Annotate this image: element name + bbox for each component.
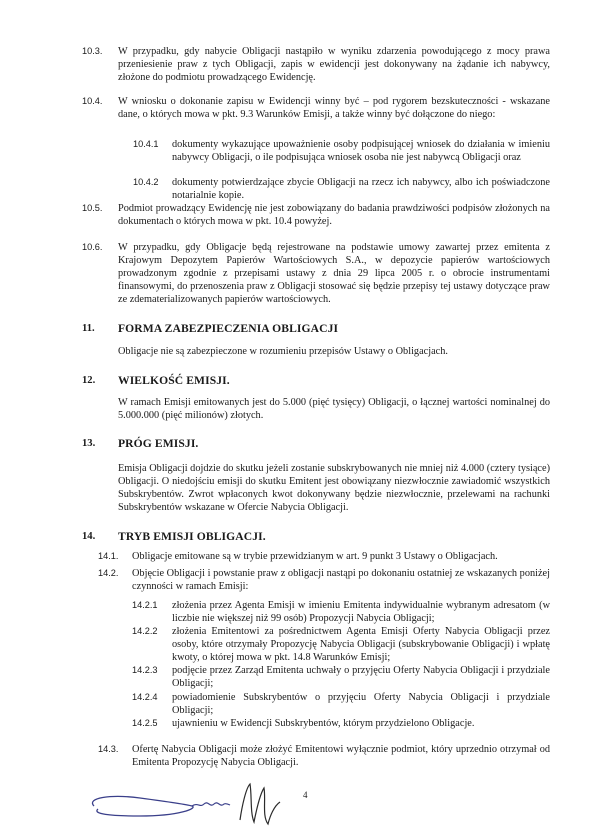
section-14-heading: TRYB EMISJI OBLIGACJI. [118, 530, 266, 543]
clause-14-2-1-text: złożenia przez Agenta Emisji w imieniu Emitenta indywidualnie wybranym adresatom (w liczbie nie większej niż 99 osób) Propozycji Nabycia Obligacji; [172, 600, 550, 625]
clause-number: 10.4. [82, 96, 103, 106]
clause-number: 14.2.5 [132, 718, 158, 728]
clause-10-6-text: W przypadku, gdy Obligacje będą rejestrowane na podstawie umowy zawartej przez emitenta z Krajowym Depozytem Papierów Wartościowych S.A., w depozycie papierów wartościowych prowadzonym zgodnie z przepisami ustawy z dnia 29 lipca 2005 r. o obrocie instrumentami finansowymi, do przenoszenia praw z Obligacji stosować się będzie przepisy tej ustawy dotyczące praw ze zdematerializowanych papierów wartościowych. [118, 242, 550, 306]
clause-number: 10.4.1 [133, 139, 159, 149]
clause-number: 14.2.2 [132, 626, 158, 636]
section-number: 11. [82, 323, 95, 334]
clause-14-2-text: Objęcie Obligacji i powstanie praw z obligacji nastąpi po dokonaniu ostatniej ze wskazanych poniżej czynności w ramach Emisji: [132, 568, 550, 593]
clause-10-3-text: W przypadku, gdy nabycie Obligacji nastąpiło w wyniku zdarzenia powodującego z mocy prawa przeniesienie praw z tych Obligacji, zapis w ewidencji jest dokonywany na żądanie ich nabywcy, złożone do podmiotu prowadzącego Ewidencję. [118, 46, 550, 84]
clause-10-4-1-text: dokumenty wykazujące upoważnienie osoby podpisującej wniosek do działania w imieniu nabywcy Obligacji, o ile podpisująca wniosek osoba nie jest nabywcą Obligacji oraz [172, 139, 550, 164]
clause-number: 10.5. [82, 203, 103, 213]
section-13-heading: PRÓG EMISJI. [118, 437, 199, 450]
clause-number: 14.2.3 [132, 665, 158, 675]
clause-14-3-text: Ofertę Nabycia Obligacji może złożyć Emitentowi wyłącznie podmiot, który uprzednio otrzymał od Emitenta Propozycję Nabycia Obligacji. [132, 744, 550, 769]
section-12-text: W ramach Emisji emitowanych jest do 5.000 (pięć tysięcy) Obligacji, o łącznej wartości nominalnej do 5.000.000 (pięć milionów) złotych. [118, 397, 550, 422]
clause-10-4-2-text: dokumenty potwierdzające zbycie Obligacji na rzecz ich nabywcy, albo ich poświadczone notarialnie kopie. [172, 177, 550, 202]
clause-14-1-text: Obligacje emitowane są w trybie przewidzianym w art. 9 punkt 3 Ustawy o Obligacjach. [132, 551, 498, 562]
clause-14-2-3-text: podjęcie przez Zarząd Emitenta uchwały o przyjęciu Oferty Nabycia Obligacji i przydziale Obligacji; [172, 665, 550, 690]
clause-number: 10.4.2 [133, 177, 159, 187]
clause-number: 14.3. [98, 744, 119, 754]
clause-14-2-4-text: powiadomienie Subskrybentów o przyjęciu Oferty Nabycia Obligacji i przydziale Obligacji; [172, 692, 550, 717]
clause-10-5-text: Podmiot prowadzący Ewidencję nie jest zobowiązany do badania prawdziwości podpisów złożonych na dokumentach o których mowa w pkt. 10.4 powyżej. [118, 203, 550, 228]
clause-14-2-2-text: złożenia Emitentowi za pośrednictwem Agenta Emisji Oferty Nabycia Obligacji przez osoby, które otrzymały Propozycję Nabycia Obligacji (subskrybowanie Obligacji) i wpłatę kwoty, o której mowa w pkt. 14.8 Warunków Emisji; [172, 626, 550, 664]
section-number: 13. [82, 438, 96, 449]
clause-number: 14.2.4 [132, 692, 158, 702]
page-number: 4 [303, 790, 308, 800]
section-11-text: Obligacje nie są zabezpieczone w rozumieniu przepisów Ustawy o Obligacjach. [118, 346, 448, 357]
clause-number: 14.2. [98, 568, 119, 578]
section-number: 12. [82, 375, 96, 386]
clause-number: 14.1. [98, 551, 119, 561]
clause-number: 14.2.1 [132, 600, 158, 610]
clause-number: 10.3. [82, 46, 103, 56]
clause-14-2-5-text: ujawnieniu w Ewidencji Subskrybentów, którym przydzielono Obligacje. [172, 718, 475, 729]
section-12-heading: WIELKOŚĆ EMISJI. [118, 374, 230, 387]
clause-10-4-text: W wniosku o dokonanie zapisu w Ewidencji winny być – pod rygorem bezskuteczności - wskazane dane, o których mowa w pkt. 9.3 Warunków Emisji, a także winny być dołączone do niego: [118, 96, 550, 121]
handwritten-signature [80, 776, 300, 830]
section-11-heading: FORMA ZABEZPIECZENIA OBLIGACJI [118, 322, 339, 335]
clause-number: 10.6. [82, 242, 103, 252]
section-13-text: Emisja Obligacji dojdzie do skutku jeżeli zostanie subskrybowanych nie mniej niż 4.000 (cztery tysiące) Obligacji. O niedojściu emisji do skutku Emitent jest obowiązany niezwłocznie zawiadomić wszystkich Subskrybentów. Zwrot wpłaconych kwot dokonywany będzie niezwłocznie, przelewami na rachunki Subskrybentów wskazane w Ofercie Nabycia Obligacji. [118, 463, 550, 514]
section-number: 14. [82, 531, 96, 542]
